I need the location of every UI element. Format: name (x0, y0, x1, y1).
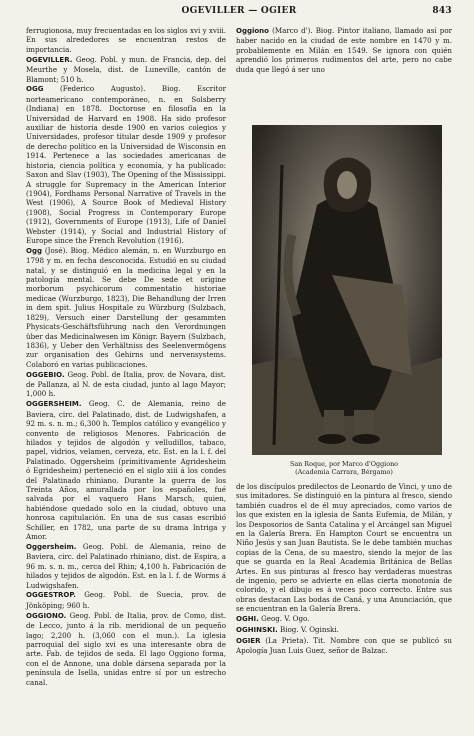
entry: de los discípulos predilectos de Leonardo de Vinci, y uno de sus imitadores. Se distinguió en la pintura al fresco, siendo también cuadros el de él muy apreciados, como varios de los que existen en la iglesia de Santa Eufemia, de Milán, y los Desposorios de Santa Catalina y el Arcángel san Miguel en la Galería Brera. En Hampton Court se encuentra un Niño Jesús y san Juan Bautista. Se le debe también muchas copias de la Cena, de su maestro, siendo la mejor de las que se guarda en la Real Academia Británica de Bellas Artes. En sus pinturas al fresco hay verdaderas muestras de ingenio, pero se advierte en ellas cierta monotonía de colorido, y el dibujo es á veces poco correcto. Entre sus obras destacan Las bodas de Caná, y una Anunciación, que se encuentran en la Galería Brera. (236, 482, 452, 614)
caption-line: (Academia Carrara, Bérgamo) (295, 468, 393, 477)
headword: OGGEBIO. (26, 370, 65, 379)
entry: OGGEBIO. Geog. Pobl. de Italia, prov. de Novara, dist. de Pallanza, al N. de esta ciudad, junto al lago Mayor; 1,000 h. (26, 369, 226, 399)
headword: OGHI. (236, 615, 259, 624)
entry: OGG (Federico Augusto). Biog. Escritor norteamericano contemporáneo, n. en Solsberry (Indiana) en 1878. Doctorose en filosofía en la Universidad de Harvard en 1908. Ha sido profesor auxiliar de historia desde 1900 en varios colegios y Universidades, profesor titular desde 1909 y profesor de derecho político en la Universidad de Wisconsin en 1914. Pertenece a las sociedades americanas de historia, ciencia política y economía, y ha publicado: Saxon and Slav (1903), The Opening of the Mississippi. A struggle for Supremacy in the American Interior (1904), Fordhams Personal Narrative of Travels in the West (1906), A Source Book of Medieval History (1908), Social Progress in Contemporary Europe (1912), Governments of Europe (1913), Life of Daniel Webster (1914), y Social and Industrial History of Europe since the French Revolution (1916). (26, 84, 226, 245)
headword: OGG (26, 85, 44, 94)
entry: OGGESTROP. Geog. Pobl. de Suecia, prov. de Jönköping; 960 h. (26, 590, 226, 610)
entry: ferrugionosa, muy frecuentadas en los siglos xvi y xviii. En sus alrededores se encuentran restos de importancia. (26, 26, 226, 54)
entry: OGEVILLER. Geog. Pobl. y mun. de Francia, dep. del Meurthe y Mosela, dist. de Luneville, cantón de Blamont; 510 h. (26, 54, 226, 84)
headword: OGGERSHEIM. (26, 400, 82, 409)
headword: OGGIONO. (26, 611, 67, 620)
painting-illustration (252, 125, 442, 455)
entry: OGIER (La Prieta). Tit. Nombre con que se publicó su Apología Juan Luis Guez, señor de Balzac. (236, 636, 452, 656)
left-column (26, 26, 226, 688)
entry: Ogg (José). Biog. Médico alemán, n. en Wurzburgo en 1798 y m. en fecha desconocida. Estudió en su ciudad natal, y se distinguió en la medicina legal y en la patología mental. Se debe De sede et origine morborum psychicorum commentatio historiae medicae (Wurzburgo, 1823), Die Behandlung der Irren in dem spit. Julius Hospitale zu Würzburg (Sulzbach, 1829), Versuch einer Darstellung der gesammten Physicats-Geschäftsführung nach den Verordnungen über das Medicinalwesen im Königr. Bayern (Sulzbach, 1836), y Ueber den Verhältniss des Seelenvermögens zur organisation des Gehirns und nervensystems. Colaboró en varias publicaciones. (26, 245, 226, 369)
headword: Oggiono (236, 27, 269, 35)
running-title: OGEVILLER — OGIER (181, 6, 297, 16)
headword: OGIER (236, 637, 261, 645)
running-header (26, 6, 452, 20)
entry: OGGIONO. Geog. Pobl. de Italia, prov. de Como, dist. de Lecco, junto á la rib. meridional de un pequeño lago; 2,200 h. (3,060 con el mun.). La iglesia parroquial del siglo xvi es una interesante obra de arte. Fab. de tejidos de seda. El lago Oggiono forma, con el de Annone, una doble dársena separada por la península de Isella, unidas entre sí por un estrecho canal. (26, 610, 226, 687)
headword: OGGESTROP. (26, 591, 76, 600)
right-column-bottom (236, 482, 452, 656)
caption-line: San Roque, por Marco d'Oggiono (289, 460, 399, 468)
headword: Oggersheim. (26, 542, 77, 551)
page-number: 843 (432, 6, 452, 16)
figure-caption (236, 460, 452, 477)
headword: Ogg (26, 246, 42, 255)
entry: Oggiono (Marco d'). Biog. Pintor italiano, llamado así por haber nacido en la ciudad de este nombre en 1470 y m. probablemente en Milán en 1549. Se ignora con quién aprendió los primeros rudimentos del arte, pero no cabe duda que llegó á ser uno (236, 26, 452, 74)
painting-figure (252, 125, 442, 455)
entry: OGHI. Geog. V. Ogo. (236, 614, 310, 624)
entry: Oggersheim. Geog. Pobl. de Alemania, reino de Baviera, circ. del Palatinado rhiniano, dist. de Espira, a 96 m. s. n. m., cerca del Rhin; 4,100 h. Fabricación de hilados y tejidos de algodón. Est. en la l. f. de Worms á Ludwigshafen. (26, 541, 226, 590)
headword: OGHINSKI. (236, 626, 278, 635)
entry: OGGERSHEIM. Geog. C. de Alemania, reino de Baviera, circ. del Palatinado, dist. de Ludwigshafen, a 92 m. s. n. m.; 6,300 h. Templos católico y evangélico y convento de religiosos Menores. Fabricación de hilados y tejidos de algodón y velludillos, tabaco, papel, vidrios, velamen, cerveza, etc. Est. en la l. f. del Palatinado. Oggersheim (primitivamente Agridesheim ó Egridesheim) perteneció en el siglo xiii á los condes del Palatinado rhiniano. Durante la guerra de los Treinta Años, amurallada por los españoles, fué salvada por el vaquero Hans Marsch, quien, habiéndose quedado solo en la ciudad, obtuvo una honrosa capitulación. En una de sus casas escribió Schiller, en 1782, una parte de su drama Intriga y Amor. (26, 399, 226, 542)
headword: OGEVILLER. (26, 55, 73, 64)
right-column-top (236, 26, 452, 75)
entry: OGHINSKI. Biog. V. Oginski. (236, 625, 339, 635)
